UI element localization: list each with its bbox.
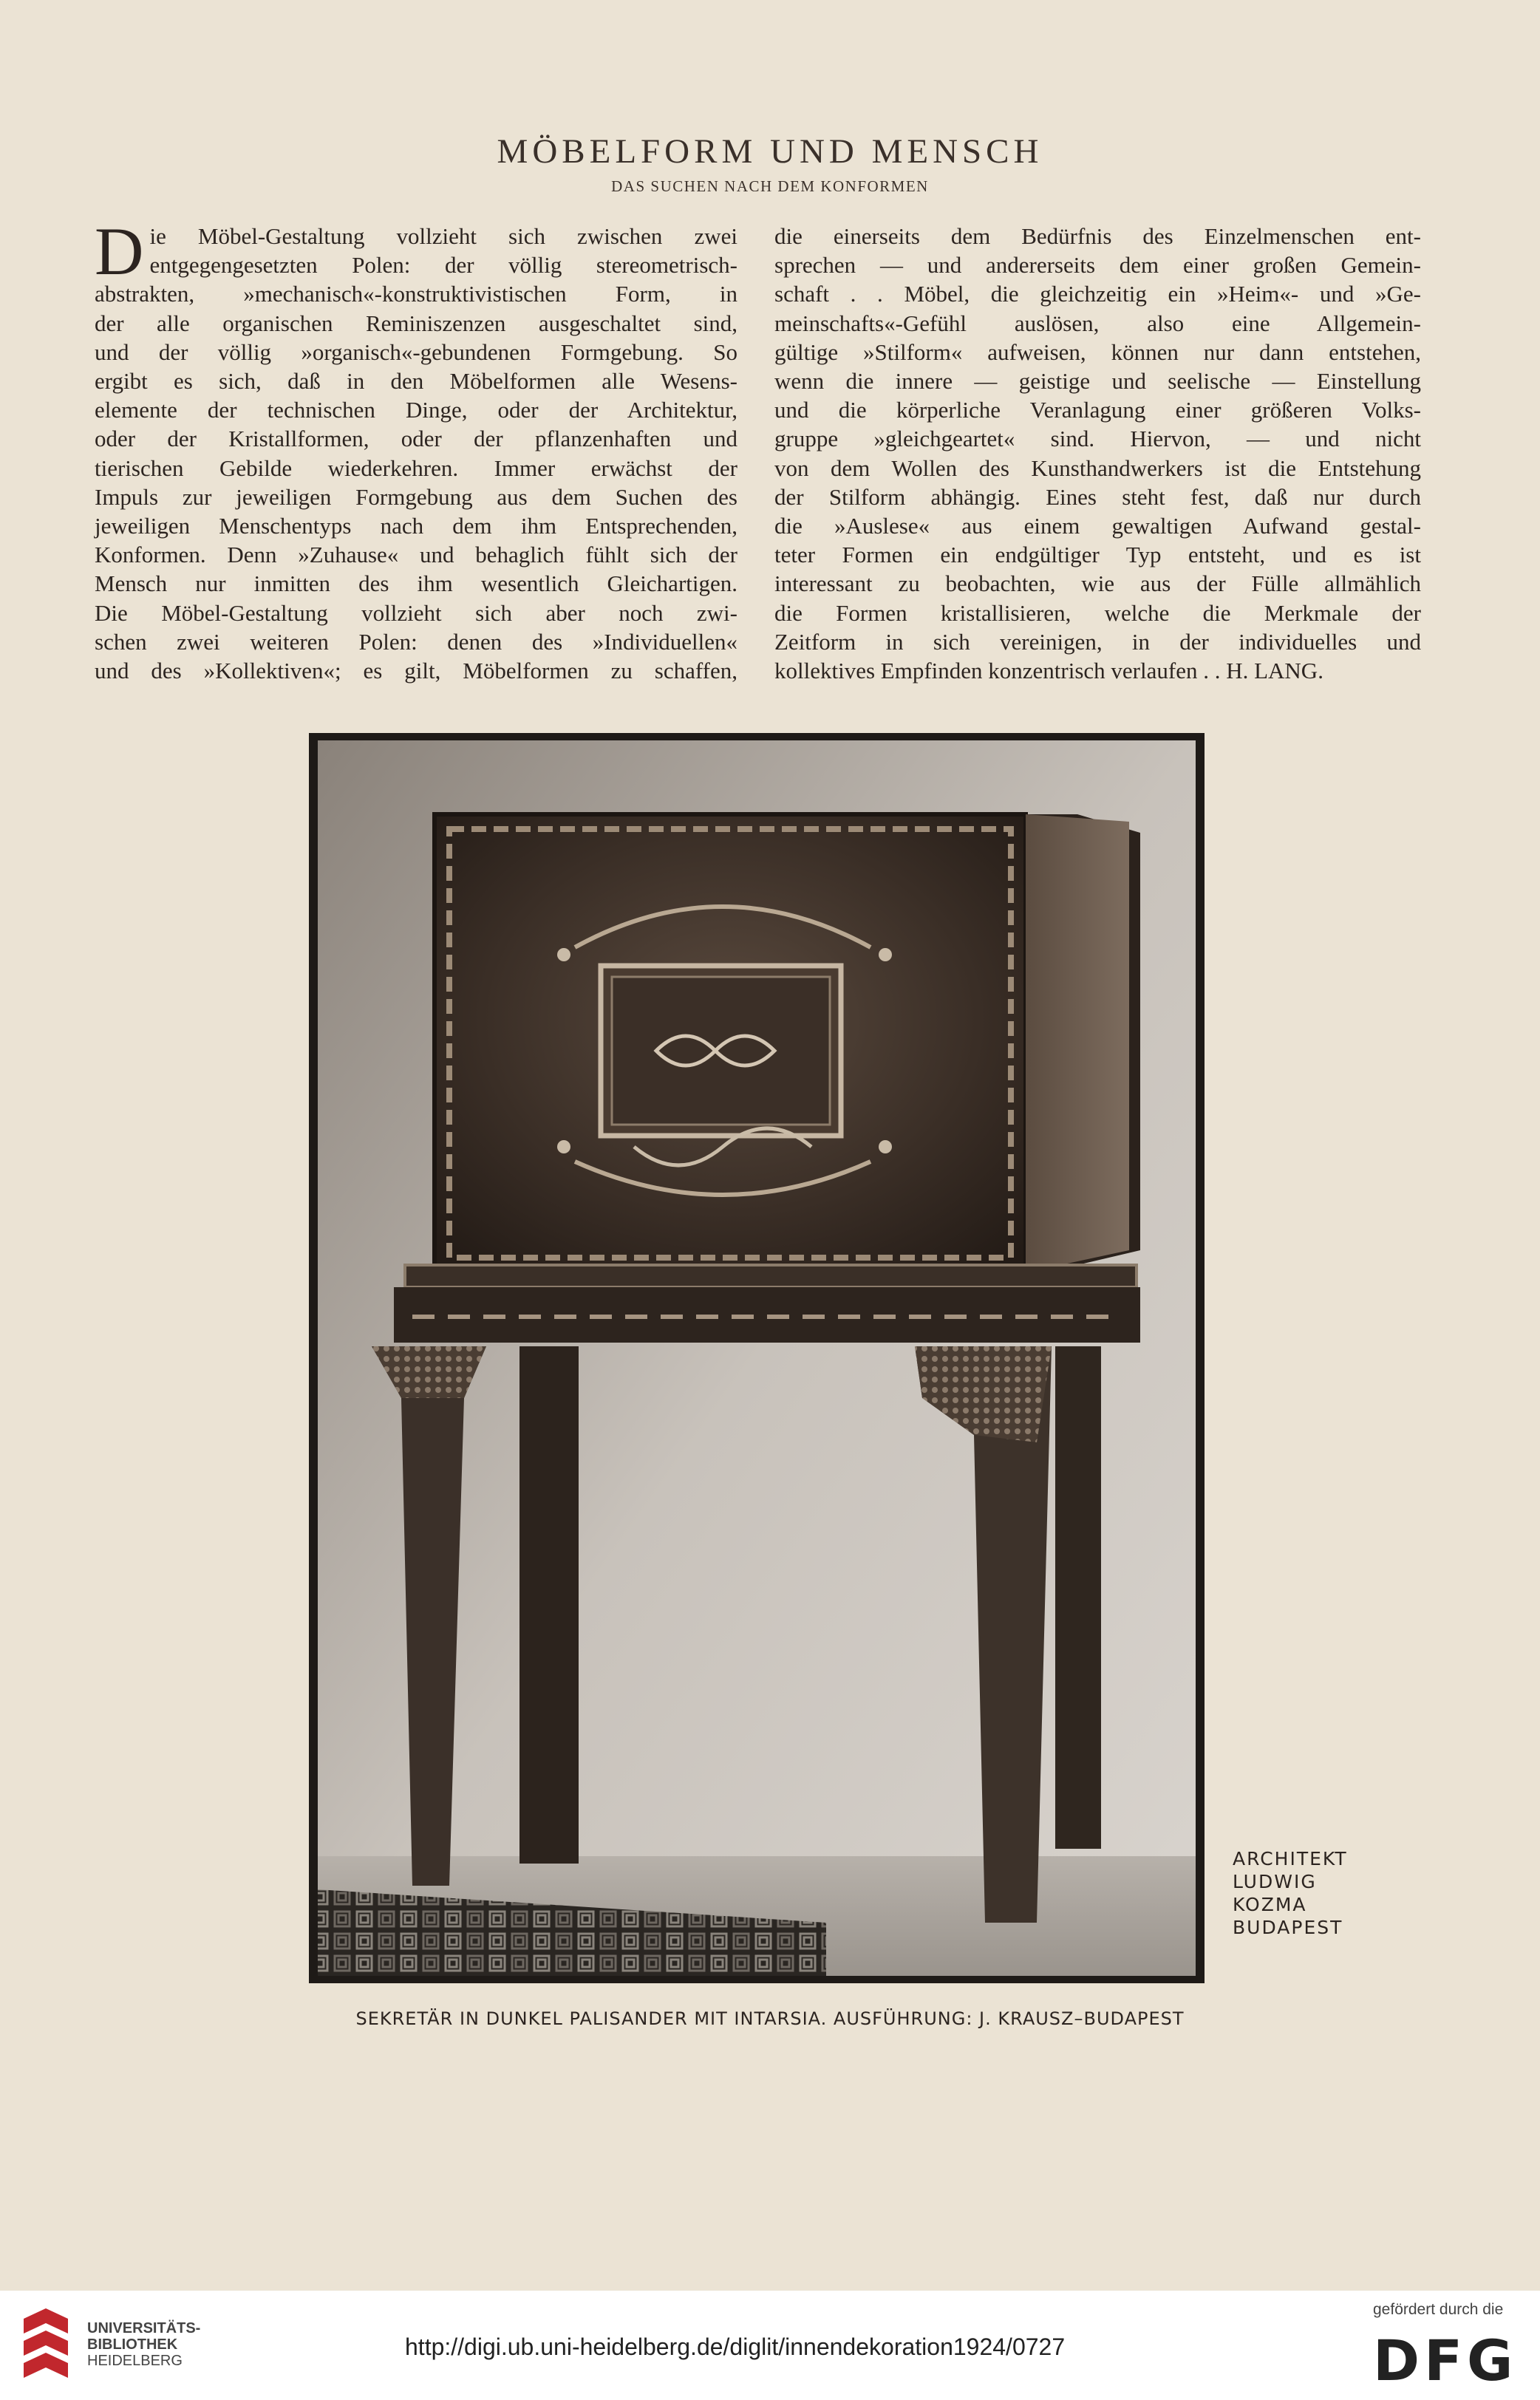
text-line: die »Auslese« aus einem gewaltigen Aufwand gestal- — [774, 513, 1421, 539]
text-line: Konformen. Denn »Zuhause« und behaglich fühlt sich der — [95, 542, 737, 568]
permalink-url[interactable]: http://digi.ub.uni-heidelberg.de/diglit/innendekoration1924/0727 — [405, 2333, 1066, 2360]
text-line: entgegengesetzten Polen: der völlig stereometrisch- — [149, 252, 737, 279]
library-name — [87, 2320, 200, 2369]
library-name-line: HEIDELBERG — [87, 2353, 183, 2369]
text-line: gruppe »gleichgeartet« sind. Hiervon, — und nicht — [774, 426, 1421, 452]
text-line: schaft . . Möbel, die gleichzeitig ein »Heim«- und »Ge- — [774, 281, 1421, 307]
text-line: oder der Kristallformen, oder der pflanzenhaften und — [95, 426, 737, 452]
credit-line: ARCHITEKT — [1233, 1848, 1348, 1869]
text-line: und des »Kollektiven«; es gilt, Möbelformen zu schaffen, — [95, 658, 737, 684]
text-line: elemente der technischen Dinge, oder der Architektur, — [95, 397, 737, 423]
text-line: Zeitform in sich vereinigen, in der individuelles und — [774, 628, 1421, 655]
article-subtitle: DAS SUCHEN NACH DEM KONFORMEN — [611, 177, 929, 195]
library-name-line: UNIVERSITÄTS- — [87, 2320, 201, 2336]
furniture-photograph — [309, 733, 1205, 1983]
photo-caption: SEKRETÄR IN DUNKEL PALISANDER MIT INTARSIA. AUSFÜHRUNG: J. KRAUSZ–BUDAPEST — [355, 2008, 1185, 2029]
text-line: wenn die innere — geistige und seelische — Einstellung — [774, 368, 1421, 395]
credit-line: LUDWIG — [1233, 1871, 1317, 1892]
article-title: MÖBELFORM UND MENSCH — [497, 132, 1043, 171]
text-line: tierischen Gebilde wiederkehren. Immer erwächst der — [95, 454, 737, 481]
ub-heidelberg-logo-icon — [16, 2304, 74, 2387]
text-line: abstrakten, »mechanisch«-konstruktivistischen Form, in — [95, 281, 737, 307]
text-line: die einerseits dem Bedürfnis des Einzelmenschen ent- — [774, 223, 1421, 249]
text-column-left — [95, 214, 737, 685]
text-line: und die körperliche Veranlagung einer größeren Volks- — [774, 397, 1421, 423]
text-line: der Stilform abhängig. Eines steht fest, daß nur durch — [774, 483, 1421, 510]
text-line: Die Möbel-Gestaltung vollzieht sich aber noch zwi- — [95, 599, 737, 626]
library-name-line: BIBLIOTHEK — [87, 2336, 178, 2353]
text-line: gültige »Stilform« aufweisen, können nur dann entstehen, — [774, 338, 1421, 365]
text-line: und der völlig »organisch«-gebundenen Formgebung. So — [95, 338, 737, 365]
text-line: schen zwei weiteren Polen: denen des »Individuellen« — [95, 628, 737, 655]
text-line: kollektives Empfinden konzentrisch verlaufen . . H. LANG. — [774, 658, 1323, 684]
text-line: die Formen kristallisieren, welche die Merkmale der — [774, 599, 1421, 626]
text-line: der alle organischen Reminiszenzen ausgeschaltet sind, — [95, 310, 737, 336]
digital-library-footer — [0, 2291, 1540, 2400]
text-line: von dem Wollen des Kunsthandwerkers ist die Entstehung — [774, 454, 1421, 481]
drop-cap: D — [95, 214, 144, 289]
text-line: sprechen — und andererseits dem einer großen Gemein- — [774, 252, 1421, 279]
text-line: Impuls zur jeweiligen Formgebung aus dem Suchen des — [95, 483, 737, 510]
text-line: meinschafts«-Gefühl auslösen, also eine Allgemein- — [774, 310, 1421, 336]
text-column-right — [774, 222, 1421, 685]
architect-credit — [1233, 1847, 1348, 1939]
dfg-logo: DFG — [1373, 2328, 1518, 2393]
credit-line: KOZMA — [1233, 1894, 1307, 1915]
text-line: jeweiligen Menschentyps nach dem ihm Entsprechenden, — [95, 513, 737, 539]
funding-note: gefördert durch die — [1373, 2301, 1504, 2318]
text-line: teter Formen ein endgültiger Typ entsteht, und es ist — [774, 542, 1421, 568]
secretary-cabinet-image — [309, 733, 1205, 1983]
text-line: interessant zu beobachten, wie aus der Fülle allmählich — [774, 570, 1421, 597]
text-line: ie Möbel-Gestaltung vollzieht sich zwischen zwei — [149, 223, 737, 249]
text-line: Mensch nur inmitten des ihm wesentlich Gleichartigen. — [95, 570, 737, 597]
text-line: ergibt es sich, daß in den Möbelformen alle Wesens- — [95, 368, 737, 395]
credit-line: BUDAPEST — [1233, 1917, 1343, 1938]
